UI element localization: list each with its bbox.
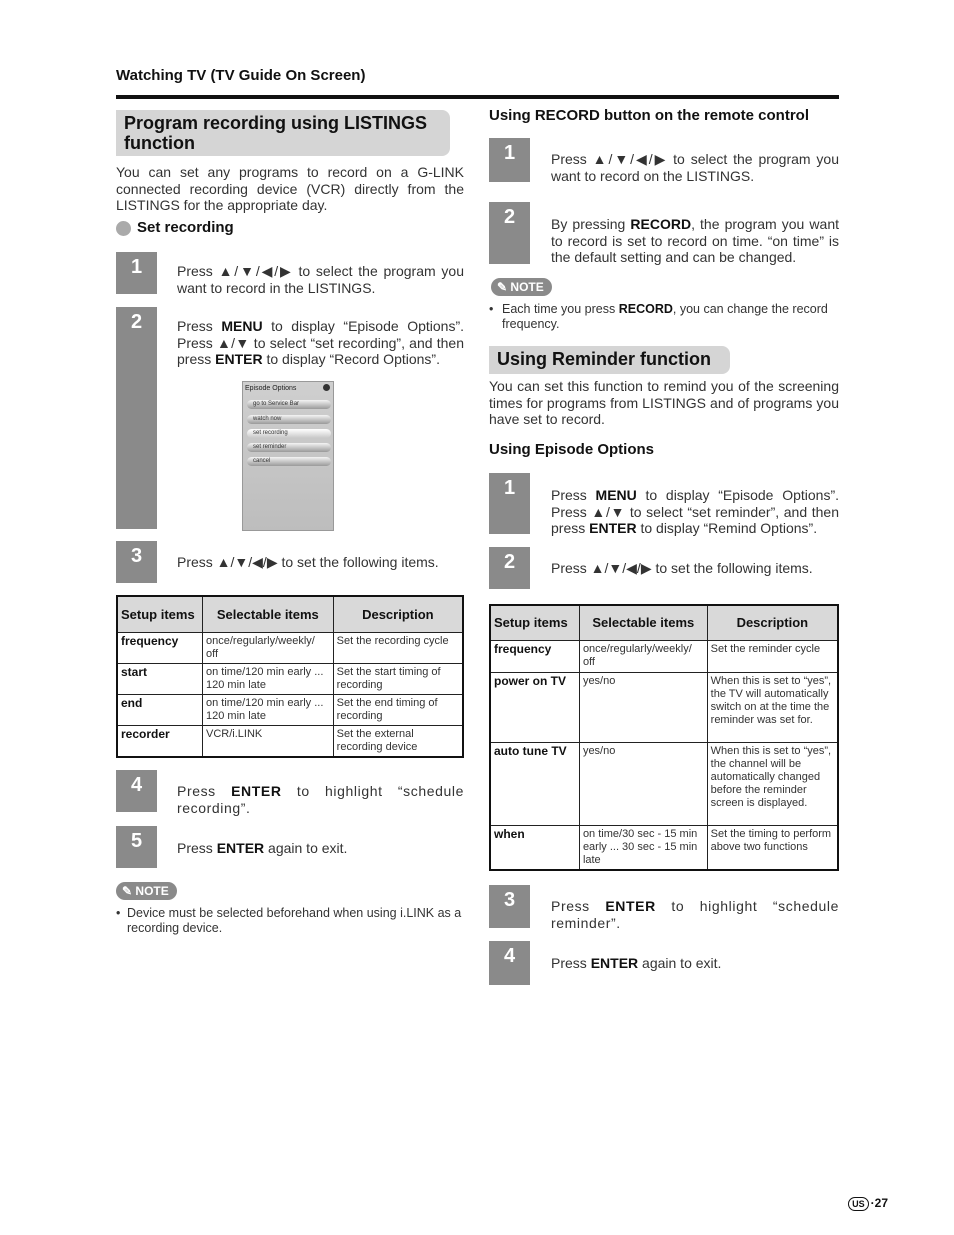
header-rule bbox=[116, 95, 839, 99]
step-text: Press ENTER again to exit. bbox=[551, 955, 722, 971]
note-text: • Each time you press RECORD, you can change the record frequency. bbox=[489, 302, 828, 331]
step-number: 3 bbox=[116, 541, 157, 583]
menu-item-service-bar: go to Service Bar bbox=[247, 400, 331, 409]
table-header: Setup items bbox=[490, 605, 579, 640]
step-text: Press ▲/▼/◀/▶ to set the following items. bbox=[177, 554, 439, 570]
table-header: Description bbox=[707, 605, 838, 640]
menu-item-watch-now: watch now bbox=[247, 415, 331, 424]
step-text: Press ▲/▼/◀/▶ to select the program you want to record on the LISTINGS. bbox=[551, 151, 839, 184]
header-title: Watching TV (TV Guide On Screen) bbox=[116, 67, 366, 84]
step-number: 5 bbox=[116, 826, 157, 868]
step-number: 2 bbox=[116, 307, 157, 529]
note-badge bbox=[116, 882, 177, 900]
table-row: frequency once/regularly/weekly/ off Set the reminder cycle bbox=[490, 640, 838, 672]
step-number: 2 bbox=[489, 202, 530, 264]
step-number: 4 bbox=[489, 941, 530, 985]
info-icon bbox=[323, 384, 330, 391]
step-text: Press MENU to display “Episode Options”. Press ▲/▼ to select “set recording”, and then press ENTER to display “Record Options”. bbox=[177, 318, 464, 367]
bullet-icon bbox=[116, 221, 131, 236]
step-text: Press MENU to display “Episode Options”. Press ▲/▼ to select “set reminder”, and then press ENTER to display “Remind Options”. bbox=[551, 487, 839, 536]
set-recording-heading bbox=[116, 219, 234, 236]
step-text: Press ENTER again to exit. bbox=[177, 840, 348, 856]
step-text: Press ▲/▼/◀/▶ to select the program you want to record in the LISTINGS. bbox=[177, 263, 464, 296]
note-badge bbox=[491, 278, 552, 296]
table-header: Selectable items bbox=[203, 596, 334, 632]
table-row: start on time/120 min early ... 120 min late Set the start timing of recording bbox=[117, 663, 463, 694]
episode-options-heading: Using Episode Options bbox=[489, 441, 655, 458]
step-text: Press ENTER to highlight “schedule recording”. bbox=[177, 783, 464, 816]
program-recording-intro: You can set any programs to record on a G-LINK connected recording device (VCR) directly from the LISTINGS for the appropriate day. bbox=[116, 164, 464, 213]
set-recording-label: Set recording bbox=[137, 219, 234, 236]
table-header: Selectable items bbox=[579, 605, 707, 640]
step-number: 1 bbox=[489, 138, 530, 182]
pencil-icon: ✎ bbox=[122, 884, 133, 898]
step-number: 1 bbox=[116, 252, 157, 294]
menu-item-set-recording: set recording bbox=[247, 429, 331, 438]
section-title-reminder: Using Reminder function bbox=[489, 346, 730, 374]
step-number: 3 bbox=[489, 885, 530, 928]
note-label: NOTE bbox=[510, 280, 544, 294]
step-text: Press ▲/▼/◀/▶ to set the following items. bbox=[551, 560, 813, 576]
step-text: Press ENTER to highlight “schedule reminder”. bbox=[551, 898, 839, 931]
note-text: • Device must be selected beforehand when using i.LINK as a recording device. bbox=[116, 906, 462, 935]
step-text: By pressing RECORD, the program you want to record is set to record on time. “on time” is the default setting and can be changed. bbox=[551, 216, 839, 265]
step-number: 4 bbox=[116, 770, 157, 812]
step-number: 2 bbox=[489, 547, 530, 589]
section-title-program-recording: Program recording using LISTINGS function bbox=[116, 110, 450, 156]
page-number-value: ·27 bbox=[870, 1196, 888, 1210]
menu-item-cancel: cancel bbox=[247, 457, 331, 466]
reminder-options-table bbox=[489, 604, 839, 871]
table-header: Setup items bbox=[117, 596, 203, 632]
table-row: frequency once/regularly/weekly/ off Set the recording cycle bbox=[117, 632, 463, 663]
menu-item-set-reminder: set reminder bbox=[247, 443, 331, 452]
table-row: end on time/120 min early ... 120 min late Set the end timing of recording bbox=[117, 694, 463, 725]
note-label: NOTE bbox=[135, 884, 169, 898]
recording-options-table bbox=[116, 595, 464, 758]
table-row: recorder VCR/i.LINK Set the external recording device bbox=[117, 725, 463, 757]
record-button-heading: Using RECORD button on the remote control bbox=[489, 107, 809, 124]
page-number bbox=[848, 1196, 888, 1211]
step-number: 1 bbox=[489, 473, 530, 534]
menu-title: Episode Options bbox=[245, 385, 297, 392]
pencil-icon: ✎ bbox=[497, 280, 508, 294]
table-row: power on TV yes/no When this is set to “yes”, the TV will automatically switch on at the time the reminder was set for. bbox=[490, 672, 838, 742]
table-row: auto tune TV yes/no When this is set to “yes”, the channel will be automatically changed before the reminder screen is displayed. bbox=[490, 742, 838, 825]
reminder-intro: You can set this function to remind you of the screening times for programs from LISTINGS and of programs you have set to record. bbox=[489, 378, 839, 427]
region-badge: US bbox=[848, 1197, 869, 1211]
table-row: when on time/30 sec - 15 min early ... 30 sec - 15 min late Set the timing to perform above two functions bbox=[490, 825, 838, 870]
episode-options-screenshot bbox=[242, 381, 334, 531]
table-header: Description bbox=[333, 596, 463, 632]
